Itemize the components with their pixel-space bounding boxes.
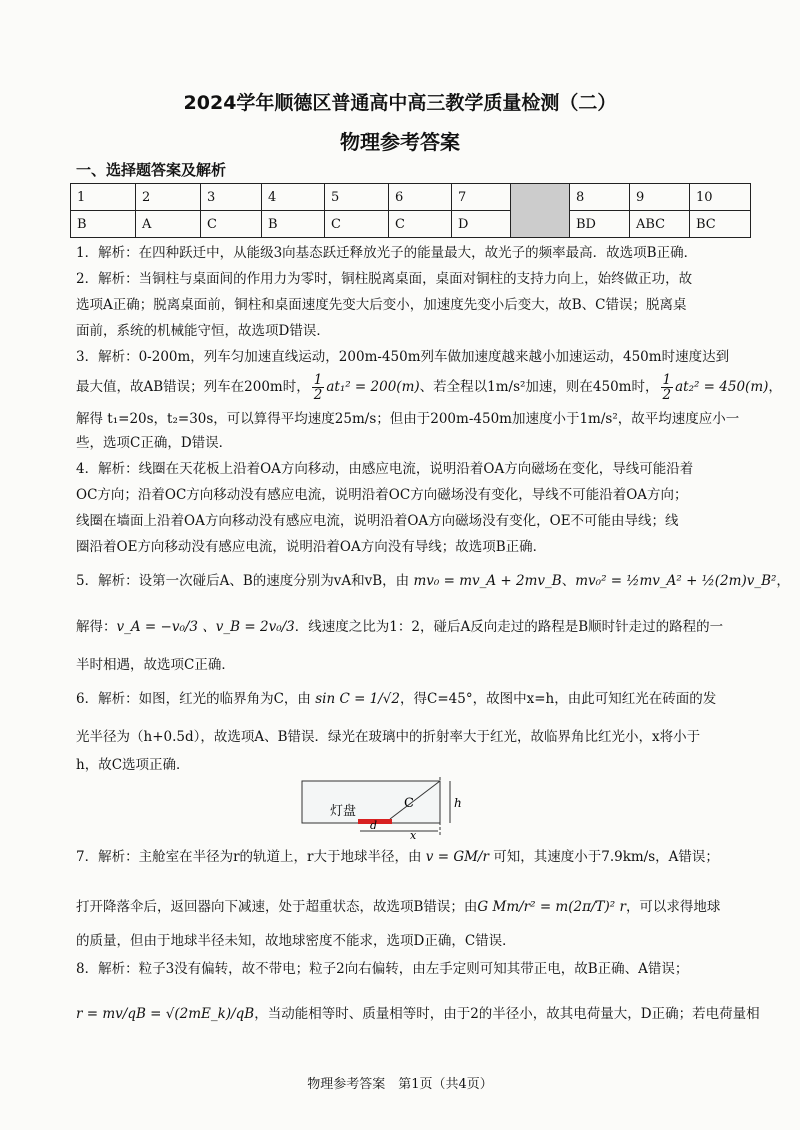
explanation-2-line: 面前，系统的机械能守恒，故选项D错误． [76, 323, 330, 339]
page-subtitle: 物理参考答案 [340, 130, 460, 154]
text: ，可以求得地球 [625, 899, 721, 915]
lamp-label: 灯盘 [330, 804, 357, 819]
equation: at₂² = 450(m) [675, 379, 769, 395]
equation: G Mm/r² = m(2π/T)² r [477, 899, 626, 915]
text: 解得： [76, 619, 117, 635]
explanation-6-line: 光半径为（h+0.5d），故选项A、B错误．绿光在玻璃中的折射率大于红光，故临界角比红光小，x将小于 [76, 729, 701, 745]
answer-number: 1 [71, 184, 136, 211]
equation: mv₀² = ½mv_A² + ½(2m)v_B² [575, 573, 777, 589]
equation: v = GM/r [425, 849, 489, 865]
explanation-5-line: 半时相遇，故选项C正确． [76, 657, 235, 673]
text: ．线速度之比为1：2，碰后A反向走过的路程是B顺时针走过的路程的一 [294, 619, 724, 635]
text: 6．解析：如图，红光的临界角为C，由 [76, 691, 311, 707]
equation: at₁² = 200(m) [326, 379, 420, 395]
answer-number: 3 [201, 184, 262, 211]
text: 最大值，故AB错误；列车在200m时， [76, 379, 310, 395]
answer-number: 6 [389, 184, 452, 211]
equation: sin C = 1/√2 [315, 691, 401, 707]
explanation-4-line: 线圈在墙面上沿着OA方向移动没有感应电流，说明沿着OA方向磁场没有变化，OE不可能由导线；线 [76, 513, 679, 529]
lamp-disk-figure [300, 777, 470, 839]
explanation-1: 1．解析：在四种跃迁中，从能级3向基态跃迁释放光子的能量最大，故光子的频率最高．故选项B正确． [76, 245, 698, 261]
text: 可知，其速度小于7.9km/s，A错误； [493, 849, 719, 865]
explanation-8-formula-line [76, 1005, 760, 1023]
answer-key: C [325, 211, 389, 238]
text: 5．解析：设第一次碰后A、B的速度分别为vA和vB，由 [76, 573, 410, 589]
equation: v_A = −v₀/3 、v_B = 2v₀/3 [116, 619, 295, 635]
angle-label: C [404, 796, 414, 811]
fraction: $\frac{1}{2}$ [662, 372, 672, 403]
explanation-7-formula-line [76, 898, 726, 916]
explanation-6-line: h，故C选项正确． [76, 757, 190, 773]
d-label: d [370, 819, 378, 832]
explanation-4-line: 4．解析：线圈在天花板上沿着OA方向移动，由感应电流，说明沿着OA方向磁场在变化，导线可能沿着 [76, 461, 694, 477]
answer-key-row [71, 211, 751, 238]
text: ，得C=45°，故图中x=h，由此可知红光在砖面的发 [400, 691, 717, 707]
explanation-4-line: OC方向；沿着OC方向移动没有感应电流，说明沿着OC方向磁场没有变化，导线不可能沿着OA方向； [76, 487, 688, 503]
answer-number: 2 [136, 184, 201, 211]
answer-number: 10 [690, 184, 751, 211]
explanation-3-formula-line [76, 372, 782, 403]
explanation-5-formula-line [76, 618, 726, 636]
glass-block [302, 781, 440, 823]
answer-key: D [452, 211, 511, 238]
answer-key: BC [690, 211, 751, 238]
explanation-3-line: 3．解析：0-200m，列车匀加速直线运动，200m-450m列车做加速度越来越小加速运动，450m时速度达到 [76, 349, 730, 365]
explanation-2-line: 选项A正确；脱离桌面前，铜柱和桌面速度先变大后变小，加速度先变小后变大，故B、C错误；脱离桌 [76, 297, 687, 313]
answer-key: C [201, 211, 262, 238]
section-heading: 一、选择题答案及解析 [76, 161, 227, 179]
equation: mv₀ = mv_A + 2mv_B [413, 573, 562, 589]
answer-number: 8 [570, 184, 630, 211]
answer-key: A [136, 211, 201, 238]
equation: r = mv/qB = √(2mE_k)/qB [76, 1006, 255, 1022]
explanation-3-line: 些，选项C正确，D错误． [76, 435, 233, 451]
answer-key: B [71, 211, 136, 238]
x-label: x [410, 829, 417, 839]
explanation-8-line: 8．解析：粒子3没有偏转，故不带电；粒子2向右偏转，由左手定则可知其带正电，故B正确、A错误； [76, 961, 689, 977]
page-title: 2024学年顺德区普通高中高三教学质量检测（二） [183, 92, 617, 114]
text: 、若全程以1m/s²加速，则在450m时， [419, 379, 659, 395]
text: 、 [561, 573, 576, 589]
answer-table [70, 183, 751, 238]
text: ， [768, 379, 782, 395]
answer-number: 9 [630, 184, 690, 211]
text: 7．解析：主舱室在半径为r的轨道上，r大于地球半径，由 [76, 849, 422, 865]
answer-number: 5 [325, 184, 389, 211]
fraction: $\frac{1}{2}$ [313, 372, 323, 403]
answer-key: B [262, 211, 325, 238]
answer-number: 7 [452, 184, 511, 211]
text: ， [776, 573, 790, 589]
answer-number: 4 [262, 184, 325, 211]
explanation-4-line: 圈沿着OE方向移动没有感应电流，说明沿着OA方向没有导线；故选项B正确． [76, 539, 547, 555]
explanation-5-formula-line [76, 572, 790, 590]
answer-key: BD [570, 211, 630, 238]
explanation-2-line: 2．解析：当铜柱与桌面间的作用力为零时，铜柱脱离桌面，桌面对铜柱的支持力向上，始终做正功，故 [76, 271, 693, 287]
answer-number-row [71, 184, 751, 211]
text: 打开降落伞后，返回器向下减速，处于超重状态，故选项B错误；由 [76, 899, 478, 915]
answer-blank-cell [511, 184, 570, 238]
explanation-7-formula-line [76, 848, 726, 866]
h-label: h [454, 796, 462, 810]
explanation-7-line: 的质量，但由于地球半径未知，故地球密度不能求，选项D正确，C错误． [76, 933, 516, 949]
page-footer: 物理参考答案 第1页（共4页） [307, 1077, 493, 1092]
text: ，当动能相等时、质量相等时，由于2的半径小，故其电荷量大，D正确；若电荷量相 [254, 1006, 760, 1022]
explanation-3-line: 解得 t₁=20s，t₂=30s，可以算得平均速度25m/s；但由于200m-450m加速度小于1m/s²，故平均速度应小一 [76, 411, 740, 427]
answer-key: C [389, 211, 452, 238]
answer-key: ABC [630, 211, 690, 238]
explanation-6-formula-line [76, 690, 726, 708]
